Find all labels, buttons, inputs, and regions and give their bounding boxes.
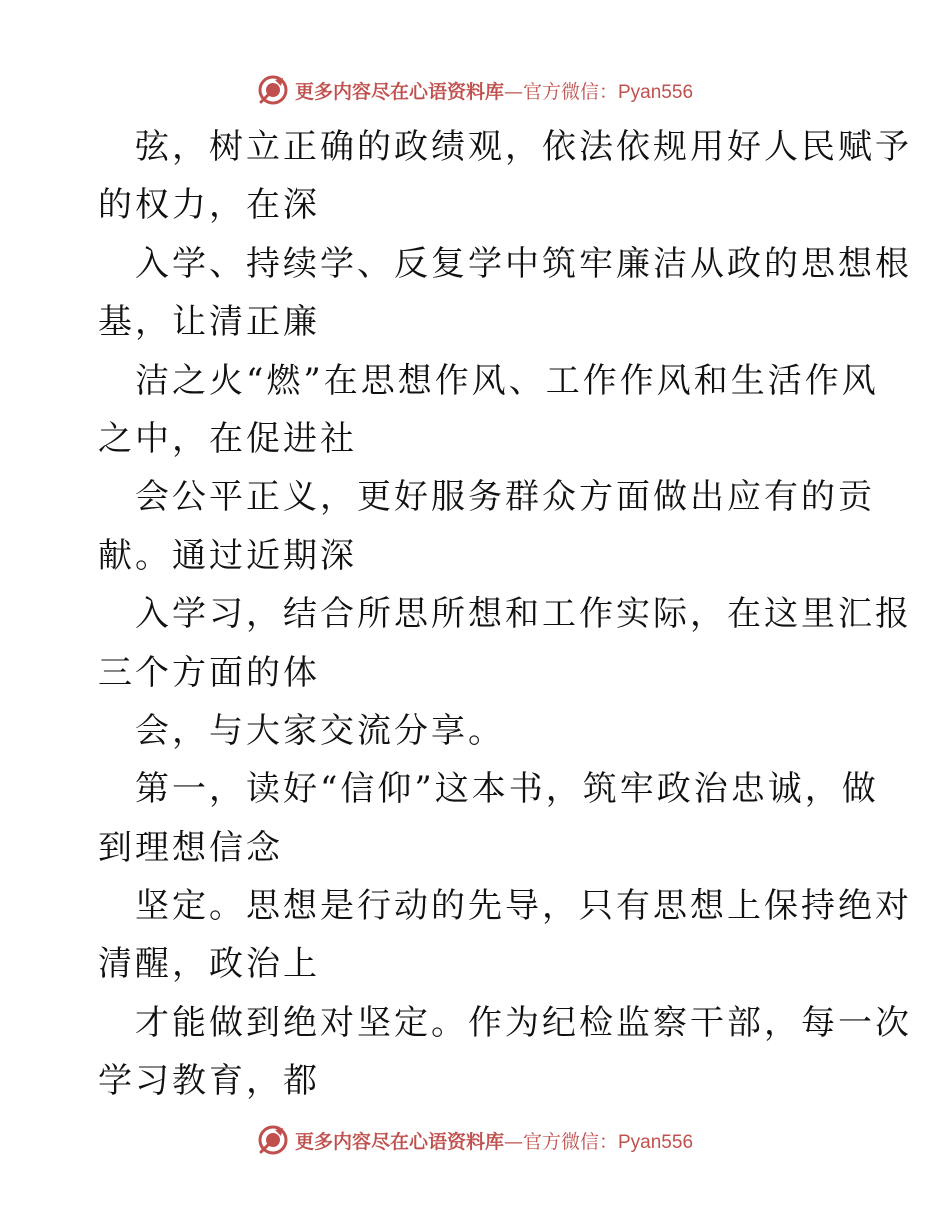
header-wechat-label: —官方微信：: [503, 80, 618, 103]
body-line: 弦，树立正确的政绩观，依法依规用好人民赋予: [135, 127, 912, 167]
body-line: 才能做到绝对坚定。作为纪检监察干部，每一次: [135, 1002, 912, 1043]
body-line: 入学习，结合所思所想和工作实际，在这里汇报: [135, 594, 912, 635]
body-line: 之中，在促进社: [98, 418, 357, 459]
body-line: 基，让清正廉: [98, 302, 320, 343]
footer-banner: [0, 1120, 950, 1160]
body-line: 坚定。思想是行动的先导，只有思想上保持绝对: [135, 886, 912, 927]
body-line: 献。通过近期深: [98, 535, 357, 576]
footer-wechat-label: —官方微信：: [503, 1130, 618, 1153]
body-line: 到理想信念: [98, 827, 283, 868]
footer-site-name: 更多内容尽在心语资料库: [294, 1130, 504, 1153]
body-line: 三个方面的体: [98, 652, 320, 693]
header-banner: [0, 70, 950, 110]
document-body: [98, 118, 912, 1111]
body-line: 第一，读好“信仰”这本书，筑牢政治忠诚，做: [135, 769, 879, 810]
body-line: 清醒，政治上: [98, 944, 320, 985]
pen-seal-logo-icon: [257, 1124, 289, 1156]
footer-wechat-id: Pyan556: [618, 1131, 694, 1153]
body-line: 洁之火“燃”在思想作风、工作作风和生活作风: [135, 360, 879, 401]
body-line: 学习教育，都: [98, 1061, 320, 1102]
header-site-name: 更多内容尽在心语资料库: [294, 80, 504, 103]
header-wechat-id: Pyan556: [618, 81, 694, 103]
body-line: 的权力，在深: [98, 185, 320, 226]
pen-seal-logo-icon: [257, 74, 289, 106]
body-line: 会，与大家交流分享。: [135, 710, 505, 751]
header-banner-text: [295, 77, 693, 104]
body-line: 入学、持续学、反复学中筑牢廉洁从政的思想根: [135, 243, 912, 284]
body-line: 会公平正义，更好服务群众方面做出应有的贡: [135, 477, 875, 518]
footer-banner-text: [295, 1127, 693, 1154]
